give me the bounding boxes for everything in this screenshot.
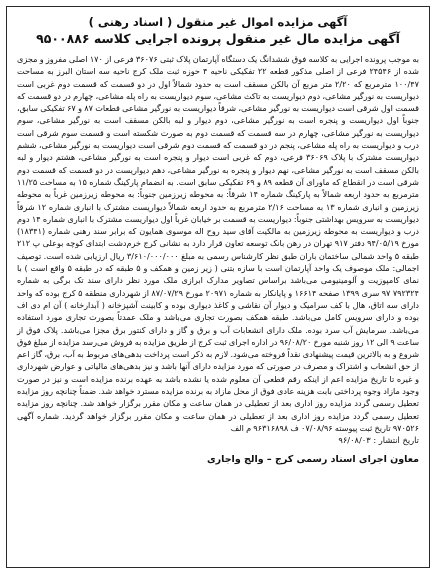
publish-date: تاریخ انتشار : ۹۶/۰۸/۰۳ — [338, 435, 419, 446]
notice-subtitle: آگهی مزایده مال غیر منقول پرونده اجرایی کلاسه ۹۵۰۰۸۸۶ — [36, 31, 400, 46]
notice-body: به موجب پرونده اجرایی به کلاسه فوق ششدانگ یک دستگاه آپارتمان پلاک ثبتی ۳۶۰۷۶ فرعی از ۱۷۰ اصلی مفروز و مجزی شده از ۲۴۵۴۶ فرعی از اصلی مذکور قطعه ۲۲ تفکیکی ناحیه ۴ حوزه ثبت ملک کرج ناحیه سه استان البرز به مساحت ۱۰۰/۴۷ مترمربع که ۲/۲۰ متر مربع آن بالکن مسقف است به حدود شمالاً اول در دو قسمت که قسمت دوم غربی است دیواریست به نورگیر مشاعی، دوم دیواریست به تاکث مشاعی، سوم دیواریست به راه پله مشاعی، چهارم در دو قسمت که قسمت اول شرقی است دیواریست به نورگیر مشاعی، شرقاً دیواریست به نورگیر مشاعی قطعات ۸۷ و ۶۷ تفکیکی سابق، جنوباً اول دیواریست و پنجره است به نورگیر مشاعی، دوم دیوار و لبه بالکن مسقف است به نورگیر مشاعی، سوم دیواریست به نورگیر مشاعی، چهارم در سه قسمت که قسمت دوم به صورت شکسته است و قسمت سوم شرقی است درب و دیواریست به راه پله مشاعی، پنجم در دو قسمت که قسمت دوم شرقی است دیواریست به نورگیر مشاعی، ششم دیواریست مشترک با پلاک ۳۶۰۶۹ فرعی، دوم که غربی است دیوار و پنجره است به نورگیر مشاعی، هشتم دیوار و لبه بالکن مسقف است به نورگیر مشاعی، نهم دیوار و پنجره به نورگیر مشاعی، دهم دیواریست در دو قسمت که قسمت دوم شرقی است در انقطاع که ماورای آن قطعه ۸۹ و ۶۹ تفکیکی سابق است. به انضمام پارکینگ شماره ۱۵ به مساحت ۱۱/۲۵ مترمربع به حدود اربعه شمالاً به پارکینگ شماره ۱۴ شرقاً: به محوطه زیرزمین جنوباً: به محوطه زیرزمین غرباً به محوطه زیرزمین و انباری شماره ۱۳ به مساحت ۲/۱۶ مترمربع به حدود اربعه شمالاً دیواریست مشترک با انباری شماره ۱۲ شرقاً دیواریست به سرویس بهداشتی جنوباً: دیواریست به قسمت بر خیابان غرباً اول دیواریست مشترک با انباری شماره ۱۴ دوم درب و دیواریست به محوطه زیرزمین به مالکیت آقای سید روح اله موسوی همایون که برابر سند رهنی شماره (۱۸۳۴۱) مورخ ۹۴/۰۵/۱۹ دفتر ۹۱۷ تهران در رهن بانک توسعه تعاون قرار دارد به نشانی کرج خرم‌دشت ابتدای کوچه بوعلی پ ۲۱۲ طبقه ۵ واحد شمالی ساختمان باران طبق نظر کارشناس رسمی به مبلغ ۳/۶۱۰/۰۰۰/۰۰۰ ریال ارزیابی شده است. توصیف اجمالی: ملک موصوف یک واحد آپارتمان است با سازه بتنی ( زیر زمین و همکف و ۵ طبقه که در طبقه ۵ واقع است ) با نمای کامپوزیت و آلومینیومی می‌باشد براساس تصاویر مدارک ابرازی ملک مورد نظر دارای سند تک برگی به شماره ۷۹۲۳۲۴ ۹۷ سری ۱۳۹۹ صفحه ۱۶۶۱۴ و پایانکار به شماره ۲۰۹۷۱ مورخ ۸۷/۰۷/۲۹ از شهرداری منطقه ۵ کرج بوده که واحد دارای سه اتاق، هال با کف سرامیک و دیوار آن نقاشی و کاغذ دیواری بوده و کابینت آشپزخانه ( آبدارخانه ) آن ام دی اف بوده و دارای سرویس کامل می‌باشد. طبقه همکف بصورت تجاری می‌باشد و ملک عمدتاً بصورت تجاری مورد استفاده می‌باشد. سرمایش آب سرد بوده. ملک دارای انشعابات آب و برق و گاز و دارای کنتور برق مجزا می‌باشد. پلاک فوق از ساعت ۹ الی ۱۲ روز شنبه مورخ ۹۶/۰۸/۲۰ در اداره اجرای ثبت کرج از طریق مزایده به فروش می‌رسد مزایده از مبلغ فوق شروع و به بالاترین قیمت پیشنهادی نقداً فروخته می‌شود. لازم به ذکر است پرداخت بدهی‌های مربوط به آب، برق، گاز اعم از حق انشعاب و اشتراک و مصرف در صورتی که مورد مزایده دارای آنها باشد و نیز بدهی‌های مالیاتی و عوارض شهرداری و غیره تا تاریخ مزایده اعم از اینکه رقم قطعی آن معلوم شده یا نشده باشد به عهده برنده مزایده است و نیز در صورت وجود مازاد وجوه پرداختی بابت هزینه عادی فوق از محل مازاد به برنده مزایده مسترد خواهد شد. ضمناً چنانچه روز مزایده تعطیل رسمی گردد مزایده روز اداری بعد از تعطیلی در همان ساعت و مکان مقرر برگزار خواهد شد. چنانچه روز مزایده تعطیل رسمی گردد مزایده روز اداری بعد از تعطیلی در همان ساعت و مکان مقرر برگزار خواهد گردید. شماره آگهی ۹۷۰۵۲۶ تاریخ ثبت پیوسته ۰۷/۰۸/۹۶ ف ۹۶۳۱۶۸۹۸ م الف — [17, 54, 420, 433]
auction-notice — [6, 6, 430, 568]
notice-title: آگهی مزایده اموال غیر منقول ( اسناد رهنی ) — [88, 15, 348, 29]
signature: معاون اجرای اسناد رسمی کرج – والج واجاری — [206, 453, 419, 465]
